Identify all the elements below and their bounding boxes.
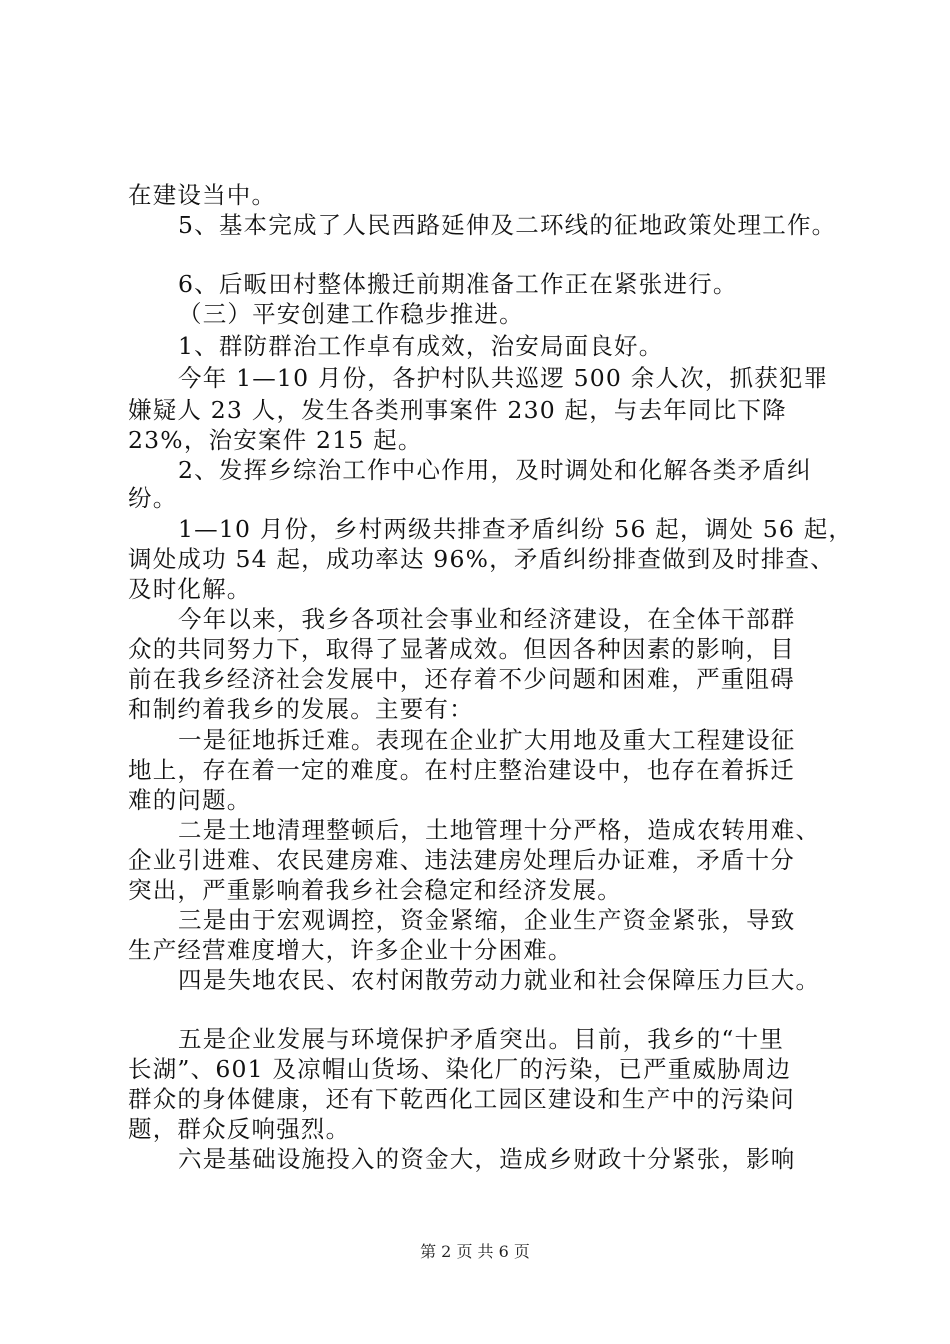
text-line: 生产经营难度增大，许多企业十分困难。 <box>128 936 573 964</box>
text-line: 题，群众反响强烈。 <box>128 1115 351 1143</box>
text-line: 三是由于宏观调控，资金紧缩，企业生产资金紧张，导致 <box>178 906 796 934</box>
text-line: 1、群防群治工作卓有成效，治安局面良好。 <box>178 332 664 360</box>
text-line: 今年以来，我乡各项社会事业和经济建设，在全体干部群 <box>178 605 796 633</box>
text-line: 纷。 <box>128 484 178 512</box>
text-line: 五是企业发展与环境保护矛盾突出。目前，我乡的“十里 <box>178 1025 785 1053</box>
page-number-footer: 第 2 页 共 6 页 <box>420 1242 530 1261</box>
text-line: （三）平安创建工作稳步推进。 <box>178 300 524 328</box>
text-line: 难的问题。 <box>128 786 252 814</box>
text-line: 二是土地清理整顿后，土地管理十分严格，造成农转用难、 <box>178 816 821 844</box>
text-line: 2、发挥乡综治工作中心作用，及时调处和化解各类矛盾纠 <box>178 456 812 484</box>
text-line: 四是失地农民、农村闲散劳动力就业和社会保障压力巨大。 <box>178 966 821 994</box>
text-line: 嫌疑人 23 人，发生各类刑事案件 230 起，与去年同比下降 <box>128 396 787 424</box>
text-line: 1—10 月份，乡村两级共排查矛盾纠纷 56 起，调处 56 起， <box>178 515 854 543</box>
text-line: 企业引进难、农民建房难、违法建房处理后办证难，矛盾十分 <box>128 846 795 874</box>
text-line: 和制约着我乡的发展。主要有： <box>128 695 474 723</box>
text-line: 群众的身体健康，还有下乾西化工园区建设和生产中的污染问 <box>128 1085 795 1113</box>
text-line: 23%，治安案件 215 起。 <box>128 426 423 454</box>
text-line: 在建设当中。 <box>128 181 277 209</box>
text-line: 地上，存在着一定的难度。在村庄整治建设中，也存在着拆迁 <box>128 756 795 784</box>
text-line: 调处成功 54 起，成功率达 96%，矛盾纠纷排查做到及时排查、 <box>128 545 835 573</box>
text-line: 今年 1—10 月份，各护村队共巡逻 500 余人次，抓获犯罪 <box>178 364 829 392</box>
text-line: 5、基本完成了人民西路延伸及二环线的征地政策处理工作。 <box>178 211 837 239</box>
text-line: 一是征地拆迁难。表现在企业扩大用地及重大工程建设征 <box>178 726 796 754</box>
text-line: 6、后畈田村整体搬迁前期准备工作正在紧张进行。 <box>178 270 738 298</box>
text-line: 突出，严重影响着我乡社会稳定和经济发展。 <box>128 876 622 904</box>
text-line: 及时化解。 <box>128 575 252 603</box>
text-line: 长湖”、601 及凉帽山货场、染化厂的污染，已严重威胁周边 <box>128 1055 792 1083</box>
text-line: 前在我乡经济社会发展中，还存着不少问题和困难，严重阻碍 <box>128 665 795 693</box>
text-line: 众的共同努力下，取得了显著成效。但因各种因素的影响，目 <box>128 635 795 663</box>
text-line: 六是基础设施投入的资金大，造成乡财政十分紧张，影响 <box>178 1145 796 1173</box>
